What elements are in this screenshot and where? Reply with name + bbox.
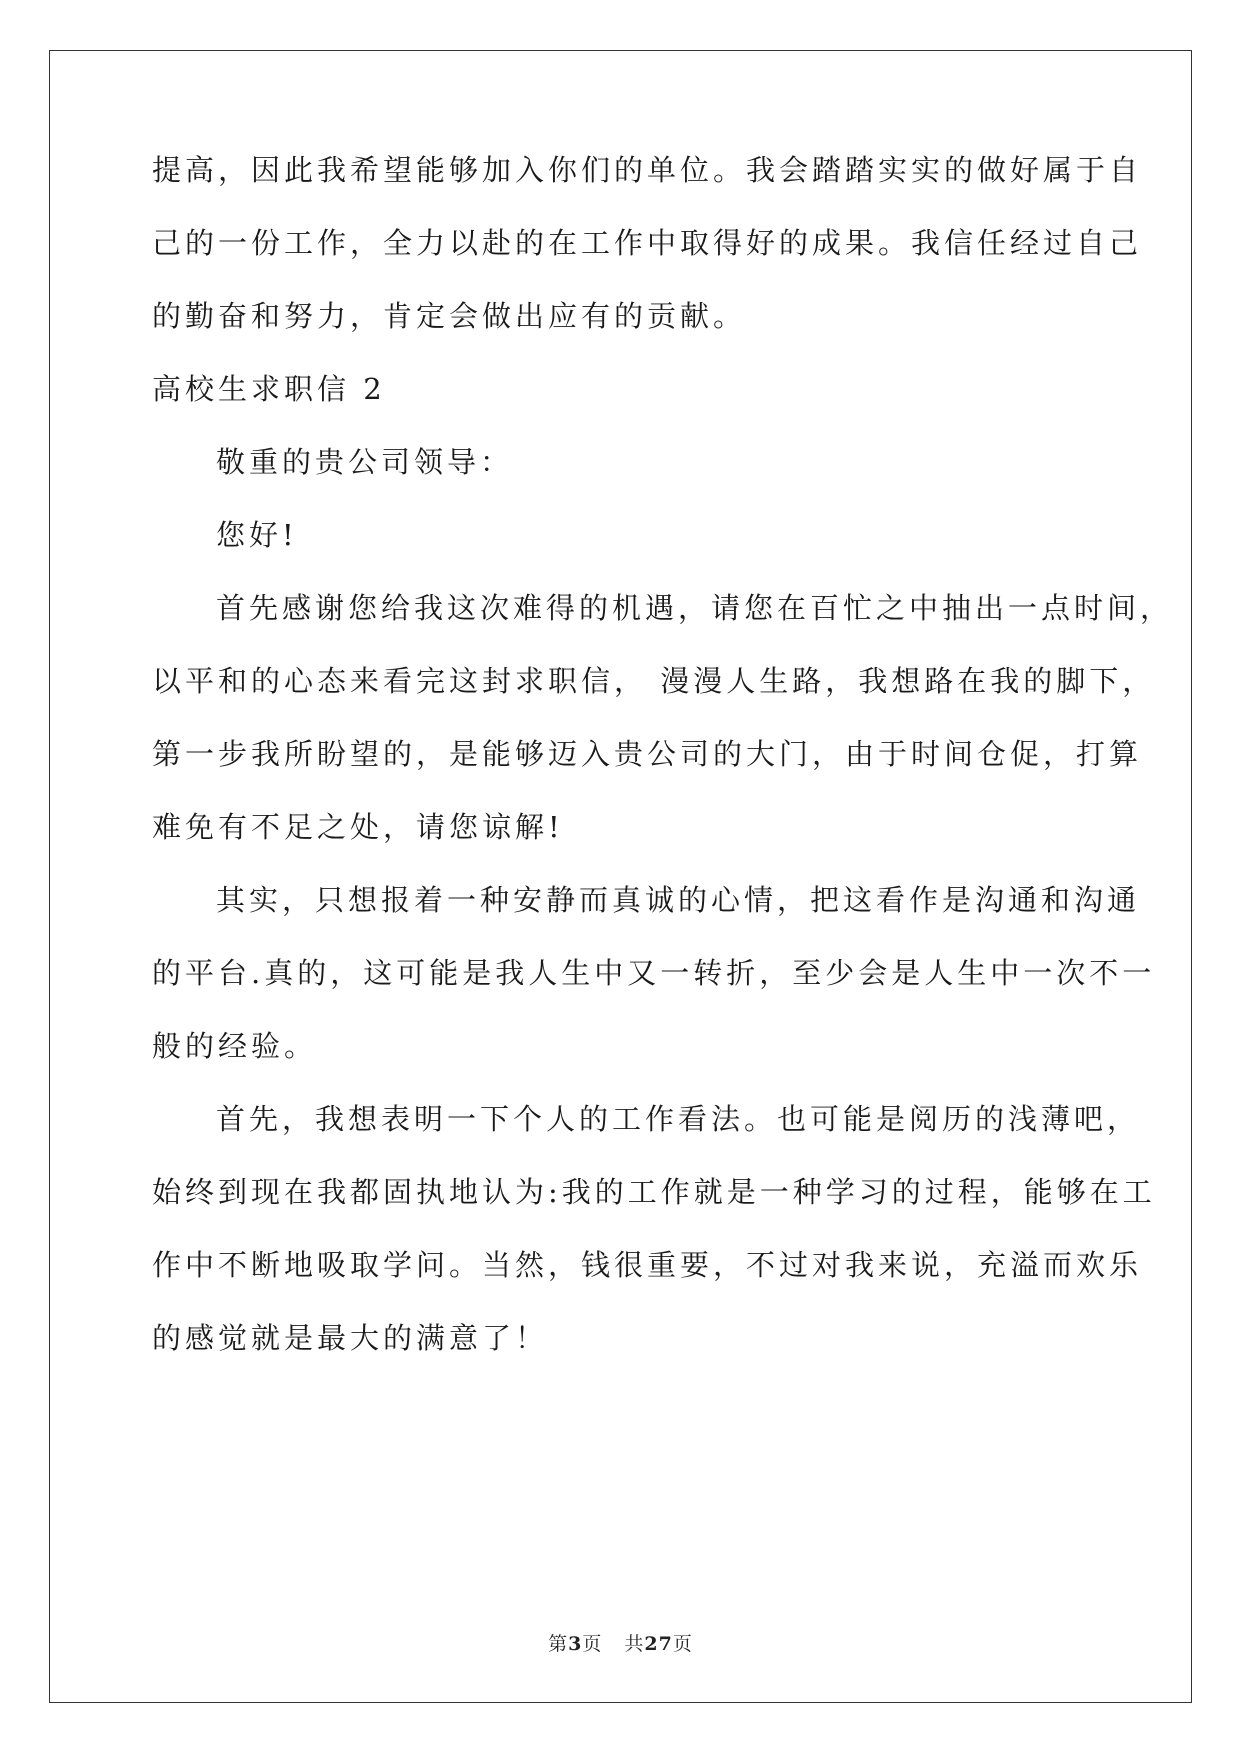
greeting: 您好! [216, 518, 298, 552]
paragraph-line: 第一步我所盼望的，是能够迈入贵公司的大门，由于时间仓促，打算 [152, 737, 1143, 771]
total-pages: 27 [644, 1633, 673, 1655]
salutation: 敬重的贵公司领导： [216, 445, 514, 479]
paragraph-line: 以平和的心态来看完这封求职信， 漫漫人生路，我想路在我的脚下， [152, 664, 1156, 698]
paragraph-line: 始终到现在我都固执地认为:我的工作就是一种学习的过程，能够在工 [152, 1175, 1156, 1209]
paragraph-line: 作中不断地吸取学问。当然，钱很重要，不过对我来说，充溢而欢乐 [152, 1248, 1143, 1282]
page-footer [0, 1632, 1241, 1656]
paragraph-line: 首先感谢您给我这次难得的机遇，请您在百忙之中抽出一点时间， [216, 591, 1174, 625]
paragraph-line: 首先，我想表明一下个人的工作看法。也可能是阅历的浅薄吧， [216, 1102, 1141, 1136]
total-prefix: 共 [624, 1633, 645, 1655]
paragraph-line: 其实，只想报着一种安静而真诚的心情，把这看作是沟通和沟通 [216, 883, 1141, 917]
page-number: 3 [568, 1633, 583, 1655]
total-suffix: 页 [672, 1633, 693, 1655]
page-prefix: 第 [548, 1633, 569, 1655]
paragraph-line: 般的经验。 [152, 1029, 318, 1063]
paragraph-line: 己的一份工作，全力以赴的在工作中取得好的成果。我信任经过自己 [152, 226, 1143, 260]
section-heading: 高校生求职信 2 [152, 372, 386, 406]
page-suffix: 页 [582, 1633, 603, 1655]
paragraph-line: 提高，因此我希望能够加入你们的单位。我会踏踏实实的做好属于自 [152, 153, 1143, 187]
paragraph-line: 的感觉就是最大的满意了！ [152, 1321, 549, 1355]
paragraph-line: 难免有不足之处，请您谅解! [152, 810, 564, 844]
paragraph-line: 的勤奋和努力，肯定会做出应有的贡献。 [152, 299, 747, 333]
paragraph-line: 的平台.真的，这可能是我人生中又一转折，至少会是人生中一次不一 [152, 956, 1156, 990]
